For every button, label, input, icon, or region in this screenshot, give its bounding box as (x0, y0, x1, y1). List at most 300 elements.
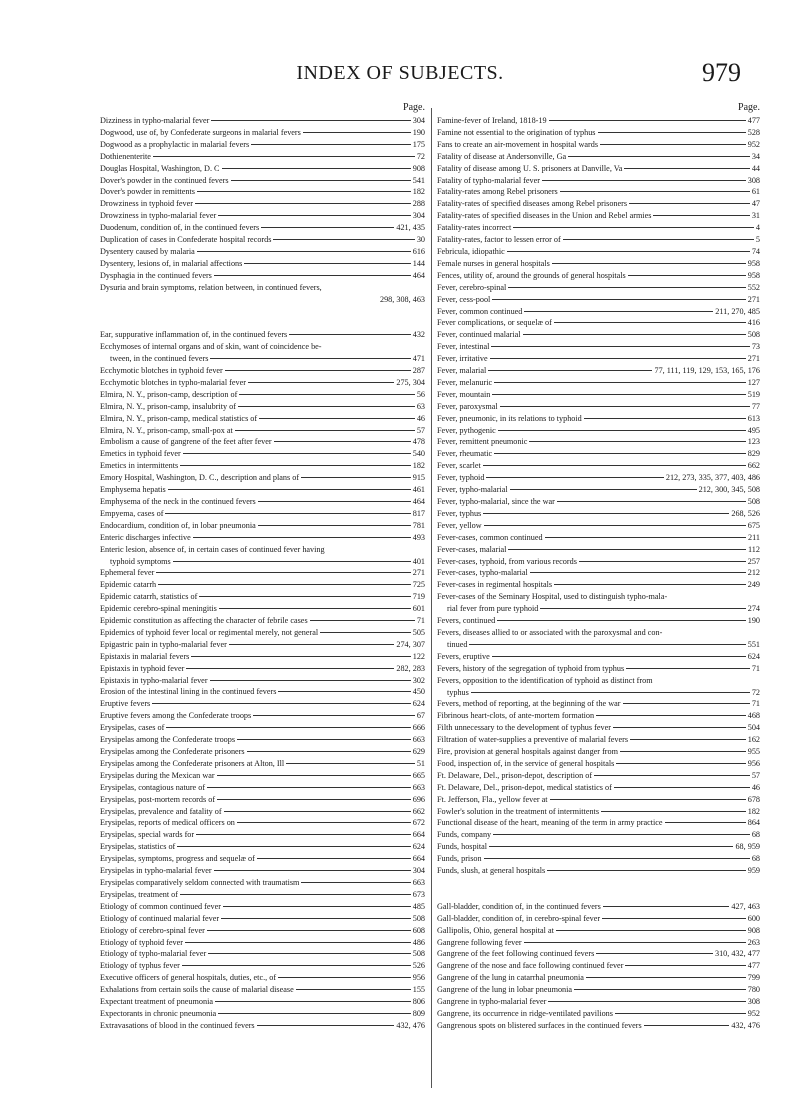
entry-page: 678 (747, 794, 760, 804)
entry-term: Fatality of disease at Andersonville, Ga (437, 151, 567, 161)
entry-term: Executive officers of general hospitals, duties, etc., of (100, 973, 277, 983)
index-entry (437, 496, 760, 508)
leader-dots (625, 965, 745, 966)
leader-dots (238, 406, 415, 407)
leader-dots (158, 584, 411, 585)
entry-page: 665 (412, 770, 425, 780)
leader-dots (211, 120, 410, 121)
index-entry (437, 770, 760, 782)
entry-term: Fevers, history of the segregation of typhoid from typhus (437, 663, 625, 673)
leader-dots (493, 834, 750, 835)
leader-dots (542, 180, 746, 181)
leader-dots (224, 811, 411, 812)
entry-term: Empyema, cases of (100, 508, 164, 518)
entry-page: 725 (412, 580, 425, 590)
index-entry (100, 829, 425, 841)
entry-term: Ft. Delaware, Del., prison-depot, description of (437, 770, 593, 780)
entry-page: 182 (412, 187, 425, 197)
index-entry (100, 115, 425, 127)
entry-page: 551 (747, 639, 760, 649)
entry-term: Eruptive fevers among the Confederate troops (100, 711, 252, 721)
index-entry (100, 889, 425, 901)
entry-page: 144 (412, 258, 425, 268)
index-entry (437, 675, 760, 687)
index-entry (437, 127, 760, 139)
entry-page: 629 (412, 747, 425, 757)
index-entry (100, 663, 425, 675)
entry-term: Ecchymotic blotches in typhoid fever (100, 366, 223, 376)
entry-term: Fatality-rates incorrect (437, 223, 512, 233)
leader-dots (257, 858, 411, 859)
leader-dots (603, 906, 730, 907)
leader-dots (231, 180, 411, 181)
entry-page: 504 (747, 723, 760, 733)
index-entry (100, 532, 425, 544)
leader-dots (156, 572, 410, 573)
leader-dots (653, 215, 749, 216)
entry-page: 508 (747, 330, 760, 340)
leader-dots (644, 1025, 730, 1026)
entry-term: Fever, irritative (437, 354, 488, 364)
entry-term: Epistaxis in typho-malarial fever (100, 675, 208, 685)
leader-dots (286, 763, 415, 764)
index-entry (437, 758, 760, 770)
entry-term: Fences, utility of, around the grounds of general hospitals (437, 270, 626, 280)
leader-dots (237, 739, 411, 740)
entry-page: 908 (412, 163, 425, 173)
leader-dots (545, 537, 746, 538)
entry-page: 287 (412, 366, 425, 376)
index-entry (437, 198, 760, 210)
leader-dots (513, 227, 754, 228)
index-entry (437, 163, 760, 175)
index-entry (100, 448, 425, 460)
entry-page: 77 (751, 401, 760, 411)
entry-term: Fowler's solution in the treatment of intermittents (437, 806, 600, 816)
entry-page: 780 (747, 985, 760, 995)
leader-dots (225, 370, 411, 371)
leader-dots (510, 489, 697, 490)
entry-page: 508 (747, 497, 760, 506)
leader-dots (218, 1013, 411, 1014)
entry-term: Expectorants in chronic pneumonia (100, 1008, 217, 1018)
index-entry (100, 151, 425, 163)
entry-page: 190 (747, 616, 760, 626)
entry-page: 528 (747, 127, 760, 137)
entry-page: 190 (412, 127, 425, 137)
entry-page: 613 (747, 413, 760, 423)
leader-dots (626, 668, 750, 669)
leader-dots (598, 132, 746, 133)
index-entry (437, 258, 760, 270)
index-entry (100, 841, 425, 853)
index-entry (437, 210, 760, 222)
entry-page: 304 (412, 116, 425, 125)
column-divider (431, 108, 432, 1088)
entry-term: Epidemics of typhoid fever local or regimental merely, not general (100, 627, 319, 637)
entry-term: Dysuria and brain symptoms, relation between, in continued fevers, (100, 282, 322, 292)
entry-term: Erysipelas, treatment of (100, 889, 178, 899)
leader-dots (258, 525, 411, 526)
leader-dots (261, 227, 394, 228)
entry-page: 799 (747, 973, 760, 983)
entry-page: 908 (747, 925, 760, 935)
leader-dots (484, 525, 746, 526)
entry-term: Ear, suppurative inflammation of, in the continued fevers (100, 330, 288, 340)
leader-dots (500, 406, 750, 407)
leader-dots (507, 251, 750, 252)
entry-page: 162 (747, 735, 760, 745)
section-gap (100, 306, 425, 330)
index-entry (100, 865, 425, 877)
leader-dots (259, 418, 415, 419)
leader-dots (303, 132, 411, 133)
leader-dots (492, 394, 745, 395)
index-entry-continuation (437, 687, 760, 699)
entry-page: 46 (751, 782, 760, 792)
entry-page: 211 (748, 532, 760, 542)
leader-dots (614, 787, 750, 788)
entry-page: 508 (412, 949, 425, 959)
entry-page: 664 (412, 854, 425, 864)
entry-term: Fire, provision at general hospitals against danger from (437, 747, 618, 757)
entry-term: Fever, rheumatic (437, 449, 493, 459)
index-entry (100, 425, 425, 437)
entry-term: Gangrenous spots on blistered surfaces in the continued fevers (437, 1020, 642, 1030)
entry-page: 471 (412, 354, 425, 364)
right-column (437, 102, 760, 1032)
index-entry (100, 579, 425, 591)
leader-dots (217, 775, 411, 776)
entry-page: 956 (412, 973, 425, 983)
entry-term: Emetics in intermittents (100, 461, 179, 471)
entry-page: 61 (751, 187, 760, 197)
entry-page: 71 (751, 663, 760, 673)
leader-dots (153, 156, 415, 157)
entry-term: Fever, intestinal (437, 342, 490, 352)
index-entry (437, 341, 760, 353)
index-entry (100, 246, 425, 258)
entry-page: 182 (747, 806, 760, 816)
entry-term: Fever-cases, typho-malarial (437, 568, 528, 578)
index-entry (100, 698, 425, 710)
entry-term-continued: tween, in the continued fevers (110, 354, 209, 364)
index-entry (437, 663, 760, 675)
index-entry (437, 865, 760, 877)
leader-dots (183, 453, 411, 454)
entry-term: Emory Hospital, Washington, D. C., description and plans of (100, 473, 300, 483)
leader-dots (492, 299, 745, 300)
leader-dots (557, 501, 746, 502)
leader-dots (568, 156, 750, 157)
entry-page: 51 (416, 758, 425, 768)
entry-term: Fever, pneumonic, in its relations to typhoid (437, 413, 582, 423)
index-entry (100, 198, 425, 210)
index-entry (100, 186, 425, 198)
leader-dots (186, 668, 394, 669)
leader-dots (560, 191, 750, 192)
entry-page: 817 (412, 508, 425, 518)
entry-term-continued: typhoid symptoms (110, 556, 171, 566)
index-entry (437, 222, 760, 234)
index-entry (100, 1020, 425, 1032)
index-entry (437, 186, 760, 198)
entry-term: Fever-cases, common continued (437, 532, 543, 542)
index-entry (100, 722, 425, 734)
leader-dots (494, 382, 746, 383)
index-entry (437, 317, 760, 329)
index-entry (437, 567, 760, 579)
entry-page: 552 (747, 282, 760, 292)
entry-page: 73 (751, 342, 760, 352)
entry-page: 112 (748, 544, 760, 554)
entry-term: Fever-cases, typhoid, from various records (437, 556, 577, 566)
entry-term: Gangrene of the lung in catarrhal pneumonia (437, 973, 584, 983)
leader-dots (488, 370, 652, 371)
entry-page: 663 (412, 877, 425, 887)
entry-term: Dover's powder in remittents (100, 187, 195, 197)
index-entry (100, 436, 425, 448)
entry-term: Filtration of water-supplies a preventive of malarial fevers (437, 735, 629, 745)
index-entry (100, 984, 425, 996)
entry-term: Fever, typhus (437, 508, 482, 518)
entry-page: 675 (747, 520, 760, 530)
leader-dots (628, 275, 746, 276)
leader-dots (524, 942, 746, 943)
entry-page: 958 (747, 258, 760, 268)
entry-page: 68 (751, 854, 760, 864)
index-entry (437, 984, 760, 996)
entry-page: 68, 959 (735, 842, 760, 852)
entry-page: 477 (747, 961, 760, 971)
entry-term: Gangrene in typho-malarial fever (437, 997, 547, 1007)
index-entry (437, 544, 760, 556)
index-entry (437, 913, 760, 925)
page-column-label: Page. (738, 102, 760, 113)
index-entry (437, 1008, 760, 1020)
entry-page: 432, 476 (731, 1020, 760, 1030)
leader-dots (257, 1025, 395, 1026)
entry-page: 662 (412, 806, 425, 816)
index-entry (437, 413, 760, 425)
index-entry (437, 389, 760, 401)
index-entry (100, 913, 425, 925)
leader-dots (258, 501, 411, 502)
leader-dots (248, 382, 394, 383)
index-entry (100, 615, 425, 627)
index-entry (437, 698, 760, 710)
index-entry (437, 937, 760, 949)
leader-dots (191, 656, 410, 657)
index-entry (100, 401, 425, 413)
index-entry (100, 377, 425, 389)
index-entry (437, 948, 760, 960)
index-entry (437, 794, 760, 806)
index-entry (437, 377, 760, 389)
index-entry (100, 782, 425, 794)
entry-page: 288 (412, 199, 425, 209)
entry-page: 268, 526 (731, 508, 760, 518)
leader-dots (180, 894, 411, 895)
index-entry-continuation (100, 353, 425, 365)
entry-term: Fever, scarlet (437, 461, 481, 471)
leader-dots (554, 584, 746, 585)
index-entry (437, 365, 760, 377)
index-entry (437, 472, 760, 484)
entry-page: 71 (751, 699, 760, 709)
entry-term: Gangrene, its occurrence in ridge-ventilated pavilions (437, 1008, 613, 1018)
entry-term: Febricula, idiopathic (437, 246, 505, 256)
entry-term: Gangrene of the feet following continued fevers (437, 949, 595, 959)
entry-term-continued: typhus (447, 687, 469, 697)
entry-term: Erysipelas during the Mexican war (100, 770, 215, 780)
leader-dots (616, 763, 745, 764)
entry-page: 212, 273, 335, 377, 403, 486 (665, 473, 760, 483)
entry-page: 662 (747, 461, 760, 471)
index-entry (100, 651, 425, 663)
index-entry (437, 151, 760, 163)
index-entry (100, 1008, 425, 1020)
index-entry (437, 579, 760, 591)
entry-term: Fever, remittent pneumonic (437, 437, 528, 447)
entry-page: 71 (416, 616, 425, 626)
leader-dots (629, 203, 750, 204)
leader-dots (278, 691, 410, 692)
leader-dots (235, 430, 415, 431)
leader-dots (207, 930, 411, 931)
entry-term: Ecchymoses of internal organs and of skin, want of coincidence be- (100, 342, 322, 352)
entry-term: Famine-fever of Ireland, 1818-19 (437, 116, 547, 125)
leader-dots (508, 287, 745, 288)
entry-page: 122 (412, 651, 425, 661)
index-entry (100, 937, 425, 949)
entry-page: 57 (751, 770, 760, 780)
entry-page: 829 (747, 449, 760, 459)
entry-term: Fever, mountain (437, 389, 491, 399)
entry-term: Ft. Jefferson, Fla., yellow fever at (437, 794, 548, 804)
index-entry (100, 508, 425, 520)
leader-dots (199, 596, 410, 597)
index-entry (100, 520, 425, 532)
index-entry-continuation (100, 556, 425, 568)
leader-dots (197, 191, 411, 192)
entry-page: 401 (412, 556, 425, 566)
entry-term: Funds, hospital (437, 842, 488, 852)
entry-term: Fever, typhoid (437, 473, 485, 483)
leader-dots (484, 858, 750, 859)
leader-dots (491, 346, 749, 347)
entry-term-continued: rial fever from pure typhoid (447, 604, 539, 614)
entry-term: Fever, yellow (437, 520, 482, 530)
index-entry (437, 925, 760, 937)
entry-term: Epistaxis in typhoid fever (100, 663, 185, 673)
leader-dots (185, 942, 411, 943)
index-entry (437, 139, 760, 151)
leader-dots (165, 513, 410, 514)
entry-page: 719 (412, 592, 425, 602)
index-entry (437, 853, 760, 865)
entry-page: 282, 283 (396, 663, 425, 673)
leader-dots (223, 906, 411, 907)
entry-term: Funds, slush, at general hospitals (437, 866, 546, 876)
page-number: 979 (702, 58, 741, 87)
index-entry (437, 556, 760, 568)
entry-page: 477 (747, 116, 760, 125)
entry-page: 956 (747, 758, 760, 768)
entry-term: Erysipelas, cases of (100, 723, 165, 733)
entry-page: 249 (747, 580, 760, 590)
entry-term: Fevers, opposition to the identification of typhoid as distinct from (437, 675, 653, 685)
entry-term: Epistaxis in malarial fevers (100, 651, 190, 661)
leader-dots (247, 751, 411, 752)
leader-dots (168, 489, 411, 490)
entry-term: Fans to create an air-movement in hospital wards (437, 139, 599, 149)
leader-dots (596, 715, 746, 716)
leader-dots (152, 703, 410, 704)
leader-dots (296, 989, 411, 990)
index-entry (100, 484, 425, 496)
leader-dots (221, 918, 411, 919)
entry-term: Elmira, N. Y., prison-camp, description of (100, 389, 238, 399)
entry-page: 31 (751, 211, 760, 221)
index-entries (437, 115, 760, 1032)
leader-dots (483, 465, 746, 466)
entry-term: Gangrene of the lung in lobar pneumonia (437, 985, 573, 995)
leader-dots (182, 965, 411, 966)
entry-page: 257 (747, 556, 760, 566)
entry-page: 541 (412, 175, 425, 185)
entry-page: 212 (747, 568, 760, 578)
entry-page: 77, 111, 119, 129, 153, 165, 176 (654, 366, 760, 376)
leader-dots (550, 799, 746, 800)
entry-page: 34 (751, 151, 760, 161)
index-entry (437, 294, 760, 306)
leader-dots (498, 430, 746, 431)
entry-page: 72 (416, 151, 425, 161)
entry-pages-continued: 298, 308, 463 (379, 294, 425, 304)
entry-term: Fever, pythogenic (437, 425, 496, 435)
entry-page: 274 (747, 604, 760, 614)
entry-term: Emetics in typhoid fever (100, 449, 181, 459)
leader-dots (552, 263, 746, 264)
leader-dots (615, 1013, 746, 1014)
entry-term: Erosion of the intestinal lining in the continued fevers (100, 687, 277, 697)
leader-dots (180, 465, 410, 466)
entry-term: Fevers, continued (437, 616, 496, 626)
index-entry (437, 806, 760, 818)
entry-term: Gall-bladder, condition of, in cerebro-spinal fever (437, 913, 601, 923)
index-entry (437, 246, 760, 258)
leader-dots (218, 215, 411, 216)
index-entry (100, 710, 425, 722)
entry-page: 600 (747, 913, 760, 923)
entry-term: Drowziness in typhoid fever (100, 199, 193, 209)
entry-term: Etiology of typho-malarial fever (100, 949, 207, 959)
index-entry (437, 353, 760, 365)
index-entry (100, 270, 425, 282)
index-entry (100, 734, 425, 746)
entry-page: 72 (751, 687, 760, 697)
index-entry (100, 139, 425, 151)
entry-term: Erysipelas, symptoms, progress and sequelæ of (100, 854, 255, 864)
entry-page: 263 (747, 937, 760, 947)
index-entry (100, 627, 425, 639)
leader-dots (665, 822, 746, 823)
entry-page: 461 (412, 485, 425, 495)
leader-dots (547, 870, 745, 871)
entry-term: Fever-cases in regimental hospitals (437, 580, 553, 590)
entry-term: Fevers, method of reporting, at the beginning of the war (437, 699, 621, 709)
